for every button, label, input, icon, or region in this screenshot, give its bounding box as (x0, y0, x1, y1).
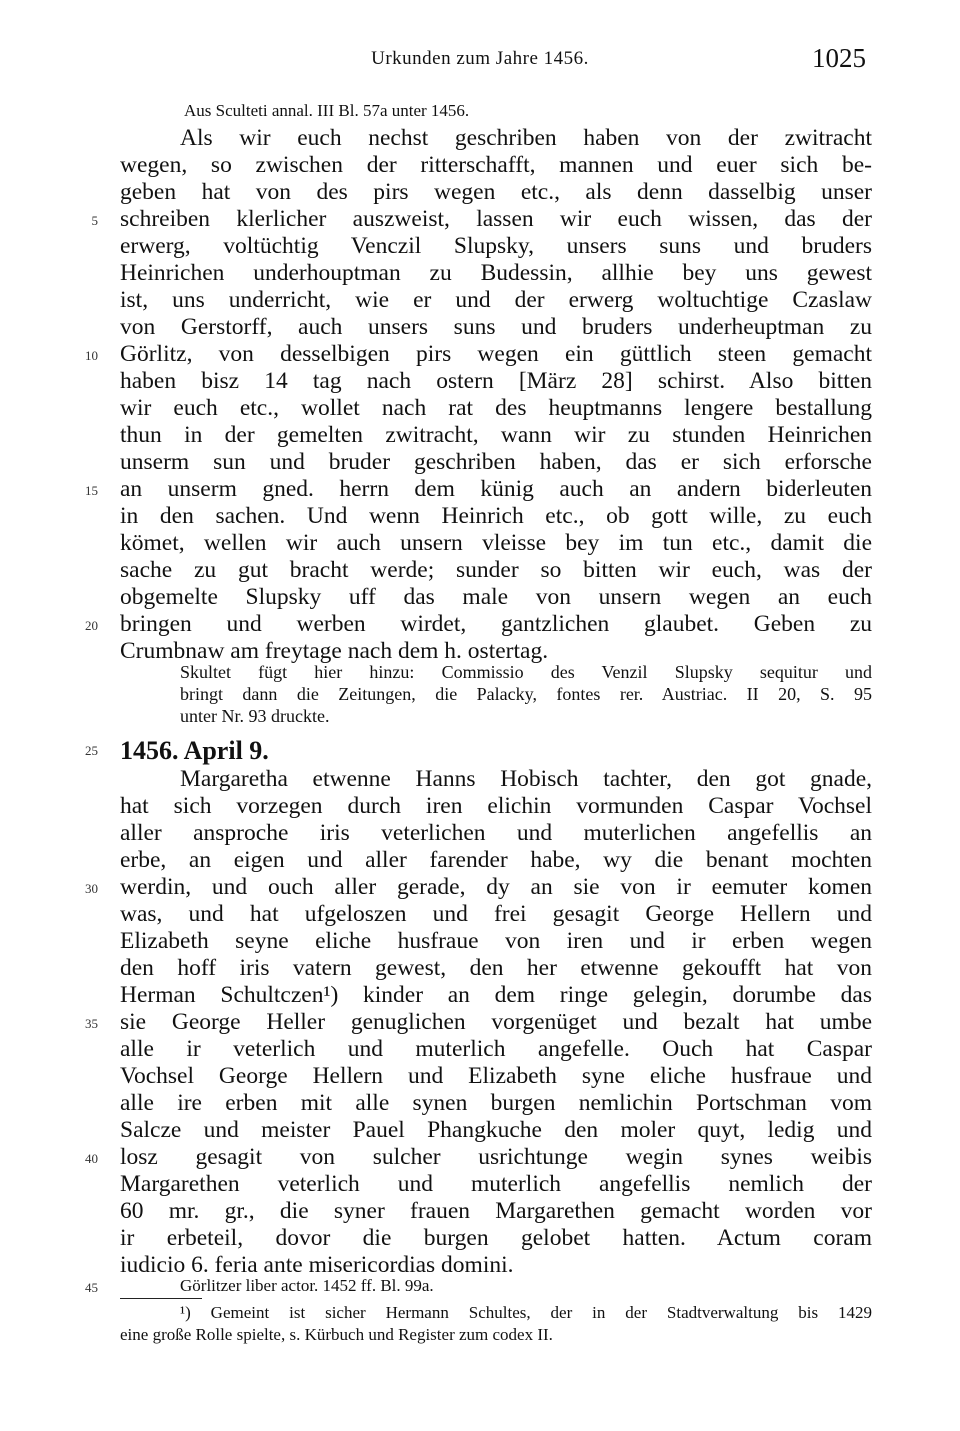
page-number: 1025 (812, 43, 866, 73)
editorial-note-line: Skultet fügt hier hinzu: Commissio des Venzil Slupsky sequitur und (180, 662, 872, 682)
text-line: schreiben klerlicher auszweist, lassen wir euch wissen, das der (120, 206, 872, 232)
footnote-line: ¹) Gemeint ist sicher Hermann Schultes, der in der Stadtverwaltung bis 1429 (180, 1303, 872, 1322)
text-line: wegen, so zwischen der ritterschafft, mannen und euer sich be- (120, 152, 872, 178)
text-line: den hoff iris vatern gewest, den her etwenne gekoufft hat von (120, 955, 872, 981)
text-line: losz gesagit von sulcher usrichtunge wegin synes weibis (120, 1144, 872, 1170)
text-line: 60 mr. gr., die syner frauen Margarethen gemacht worden vor (120, 1198, 872, 1224)
text-line: Elizabeth seyne eliche husfraue von iren und ir erben wegen (120, 928, 872, 954)
text-line: bringen und werben wirdet, gantzlichen glaubet. Geben zu (120, 611, 872, 637)
source-citation: Aus Sculteti annal. III Bl. 57a unter 1456. (184, 101, 470, 120)
text-line: erwerg, voltüchtig Venczil Slupsky, unsers suns und bruders (120, 233, 872, 259)
text-line: Margarethen veterlich und muterlich angefellis nemlich der (120, 1171, 872, 1197)
text-line: Görlitz, von desselbigen pirs wegen ein güttlich steen gemacht (120, 341, 872, 367)
margin-line-number: 20 (85, 618, 98, 633)
text-line: Herman Schultczen¹) kinder an dem ringe gelegin, dorumbe das (120, 982, 872, 1008)
text-line: Crumbnaw am freytage nach dem h. ostertag. (120, 638, 549, 664)
text-line: Als wir euch nechst geschriben haben von der zwitracht (180, 125, 872, 151)
text-line: kömet, wellen wir auch unsern vleisse bey im tun etc., damit die (120, 530, 872, 556)
editorial-note-line: unter Nr. 93 druckte. (180, 706, 330, 726)
margin-line-number: 35 (85, 1016, 98, 1031)
text-line: wir euch etc., wollet nach rat des heuptmanns lengere bestallung (120, 395, 872, 421)
text-line: Salcze und meister Pauel Phangkuche den moler quyt, ledig und (120, 1117, 872, 1143)
text-line: hat sich vorzegen durch iren elichin vormunden Caspar Vochsel (120, 793, 872, 819)
margin-line-number: 45 (85, 1280, 98, 1295)
text-line: aller ansproche iris veterlichen und muterlichen angefellis an (120, 820, 872, 846)
text-line: werdin, und ouch aller gerade, dy an sie von ir eemuter komen (120, 874, 872, 900)
margin-line-number: 30 (85, 881, 98, 896)
text-line: ir erbeteil, dovor die burgen gelobet hatten. Actum coram (120, 1225, 872, 1251)
footnote-divider (120, 1298, 202, 1299)
text-line: in den sachen. Und wenn Heinrich etc., ob gott wille, zu euch (120, 503, 872, 529)
text-line: sie George Heller genuglichen vorgenüget und bezalt hat umbe (120, 1009, 872, 1035)
editorial-note-line: bringt dann die Zeitungen, die Palacky, fontes rer. Austriac. II 20, S. 95 (180, 684, 872, 704)
margin-line-number: 25 (85, 743, 98, 758)
text-line: Margaretha etwenne Hanns Hobisch tachter, den got gnade, (180, 766, 872, 792)
margin-line-number: 40 (85, 1151, 98, 1166)
margin-line-number: 5 (91, 213, 98, 228)
text-line: Heinrichen underhouptman zu Budessin, allhie bey uns gewest (120, 260, 872, 286)
margin-line-number: 15 (85, 483, 98, 498)
text-line: sache zu gut bracht werde; sunder so bitten wir euch, was der (120, 557, 872, 583)
text-line: von Gerstorff, auch unsers suns und bruders underheuptman zu (120, 314, 872, 340)
text-line: ist, uns underricht, wie er und der erwerg woltuchtige Czaslaw (120, 287, 872, 313)
text-line: haben bisz 14 tag nach ostern [März 28] schirst. Also bitten (120, 368, 872, 394)
text-line: an unserm gned. herrn dem künig auch an andern biderleuten (120, 476, 872, 502)
text-line: iudicio 6. feria ante misericordias domini. (120, 1252, 514, 1278)
text-line: obgemelte Slupsky uff das male von unsern wegen an euch (120, 584, 872, 610)
text-line: was, und hat ufgeloszen und frei gesagit George Hellern und (120, 901, 872, 927)
running-title: Urkunden zum Jahre 1456. (371, 48, 589, 69)
margin-line-number: 10 (85, 348, 98, 363)
text-line: Vochsel George Hellern und Elizabeth syne eliche husfraue und (120, 1063, 872, 1089)
text-line: unserm sun und bruder geschriben haben, das er sich erforsche (120, 449, 872, 475)
text-line: thun in der gemelten zwitracht, wann wir zu stunden Heinrichen (120, 422, 872, 448)
text-line: alle ire erben mit alle synen burgen nemlichin Portschman vom (120, 1090, 872, 1116)
text-line: erbe, an eigen und aller farender habe, wy die benant mochten (120, 847, 872, 873)
text-line: geben hat von des pirs wegen etc., als denn dasselbig unser (120, 179, 872, 205)
text-line: alle ir veterlich und muterlich angefelle. Ouch hat Caspar (120, 1036, 872, 1062)
entry-date-heading: 1456. April 9. (120, 736, 269, 765)
source-citation: Görlitzer liber actor. 1452 ff. Bl. 99a. (180, 1276, 434, 1295)
footnote-line: eine große Rolle spielte, s. Kürbuch und Register zum codex II. (120, 1325, 553, 1344)
